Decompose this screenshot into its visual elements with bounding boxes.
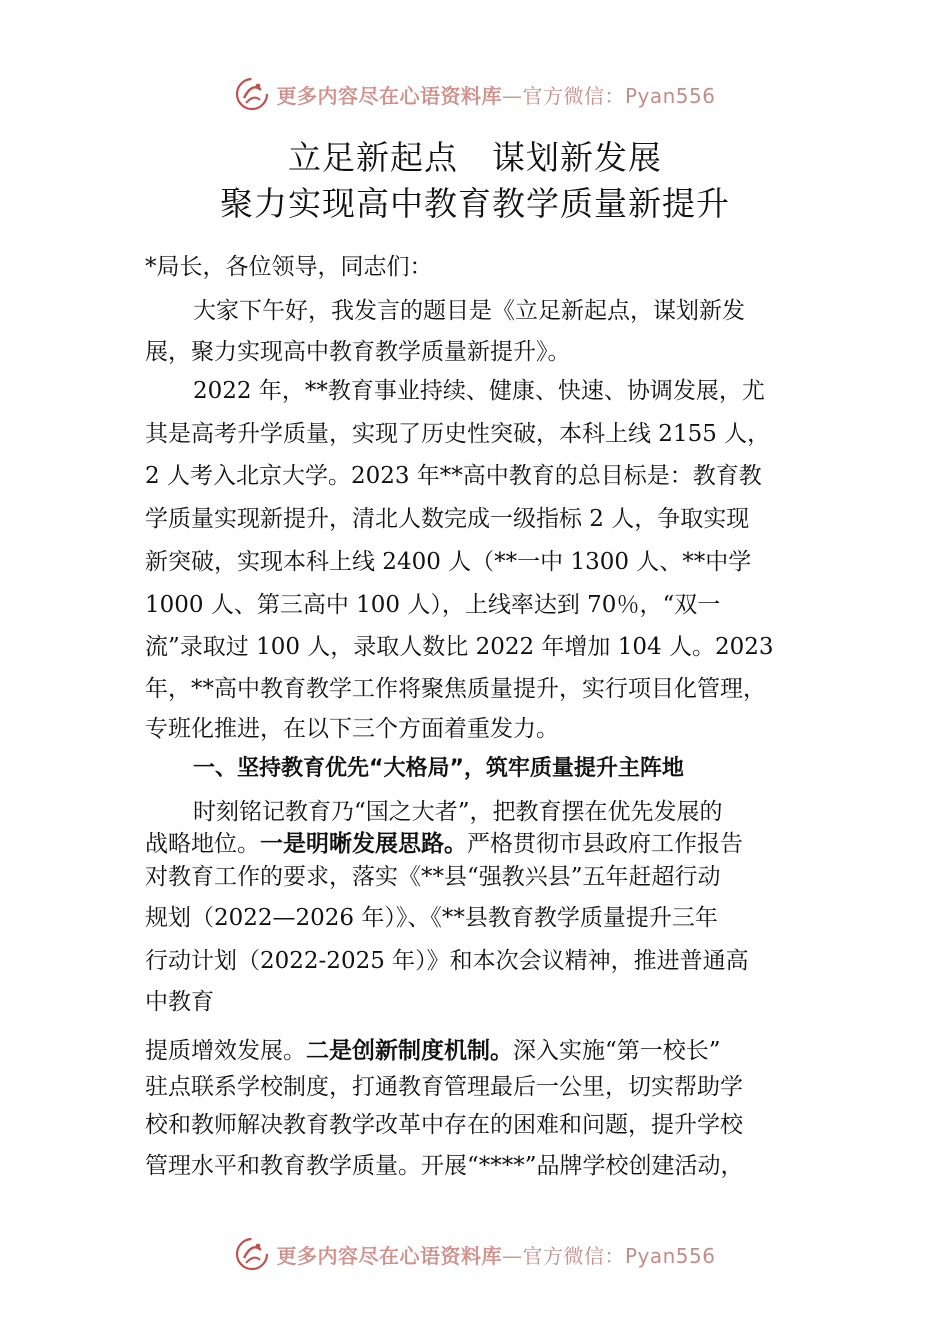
watermark-banner-top — [0, 74, 950, 114]
watermark-banner-bottom — [0, 1234, 950, 1274]
paragraph-line: 专班化推进，在以下三个方面着重发力。 — [145, 716, 559, 742]
paragraph-line: 对教育工作的要求，落实《**县“强教兴县”五年赶超行动 — [145, 864, 721, 890]
paragraph-line: 驻点联系学校制度，打通教育管理最后一公里，切实帮助学 — [145, 1074, 743, 1100]
paragraph-line: 展，聚力实现高中教育教学质量新提升》。 — [145, 339, 571, 365]
paragraph-line: 其是高考升学质量，实现了历史性突破，本科上线 2155 人， — [145, 421, 771, 447]
watermark-text: 更多内容尽在心语资料库—官方微信：Pyan556 — [276, 83, 716, 108]
paragraph-line: 校和教师解决教育教学改革中存在的困难和问题，提升学校 — [145, 1112, 743, 1138]
logo-icon — [234, 76, 270, 112]
paragraph-line: 规划（2022—2026 年）》、《**县教育教学质量提升三年 — [145, 905, 718, 931]
paragraph-line: 行动计划（2022-2025 年）》和本次会议精神，推进普通高 — [145, 948, 749, 974]
paragraph-line: 流”录取过 100 人，录取人数比 2022 年增加 104 人。2023 — [145, 634, 774, 660]
bold-phrase: 一是明晰发展思路。 — [260, 831, 467, 857]
paragraph-line: 提质增效发展。二是创新制度机制。深入实施“第一校长” — [145, 1038, 721, 1064]
section-heading-1: 一、坚持教育优先“大格局”，筑牢质量提升主阵地 — [193, 756, 684, 781]
document-title-line1: 立足新起点 谋划新发展 — [288, 138, 662, 177]
watermark-text: 更多内容尽在心语资料库—官方微信：Pyan556 — [276, 1243, 716, 1268]
paragraph-line: 年，**高中教育教学工作将聚焦质量提升，实行项目化管理， — [145, 676, 766, 702]
bold-phrase: 二是创新制度机制。 — [306, 1038, 513, 1064]
paragraph-line: 学质量实现新提升，清北人数完成一级指标 2 人，争取实现 — [145, 506, 750, 532]
greeting: *局长，各位领导，同志们： — [145, 254, 433, 280]
logo-icon — [234, 1236, 270, 1272]
paragraph-line: 时刻铭记教育乃“国之大者”，把教育摆在优先发展的 — [193, 799, 723, 825]
paragraph-line: 管理水平和教育教学质量。开展“****”品牌学校创建活动， — [145, 1153, 744, 1179]
paragraph-line: 战略地位。一是明晰发展思路。严格贯彻市县政府工作报告 — [145, 831, 743, 857]
paragraph-line: 中教育 — [145, 989, 214, 1015]
paragraph-line: 1000 人、第三高中 100 人），上线率达到 70％，“双一 — [145, 592, 721, 618]
paragraph-line: 大家下午好，我发言的题目是《立足新起点，谋划新发 — [193, 298, 745, 324]
paragraph-line: 2 人考入北京大学。2023 年**高中教育的总目标是：教育教 — [145, 463, 762, 489]
document-title-line2: 聚力实现高中教育教学质量新提升 — [220, 184, 730, 223]
paragraph-line: 新突破，实现本科上线 2400 人（**一中 1300 人、**中学 — [145, 549, 752, 575]
paragraph-line: 2022 年，**教育事业持续、健康、快速、协调发展，尤 — [193, 378, 765, 404]
